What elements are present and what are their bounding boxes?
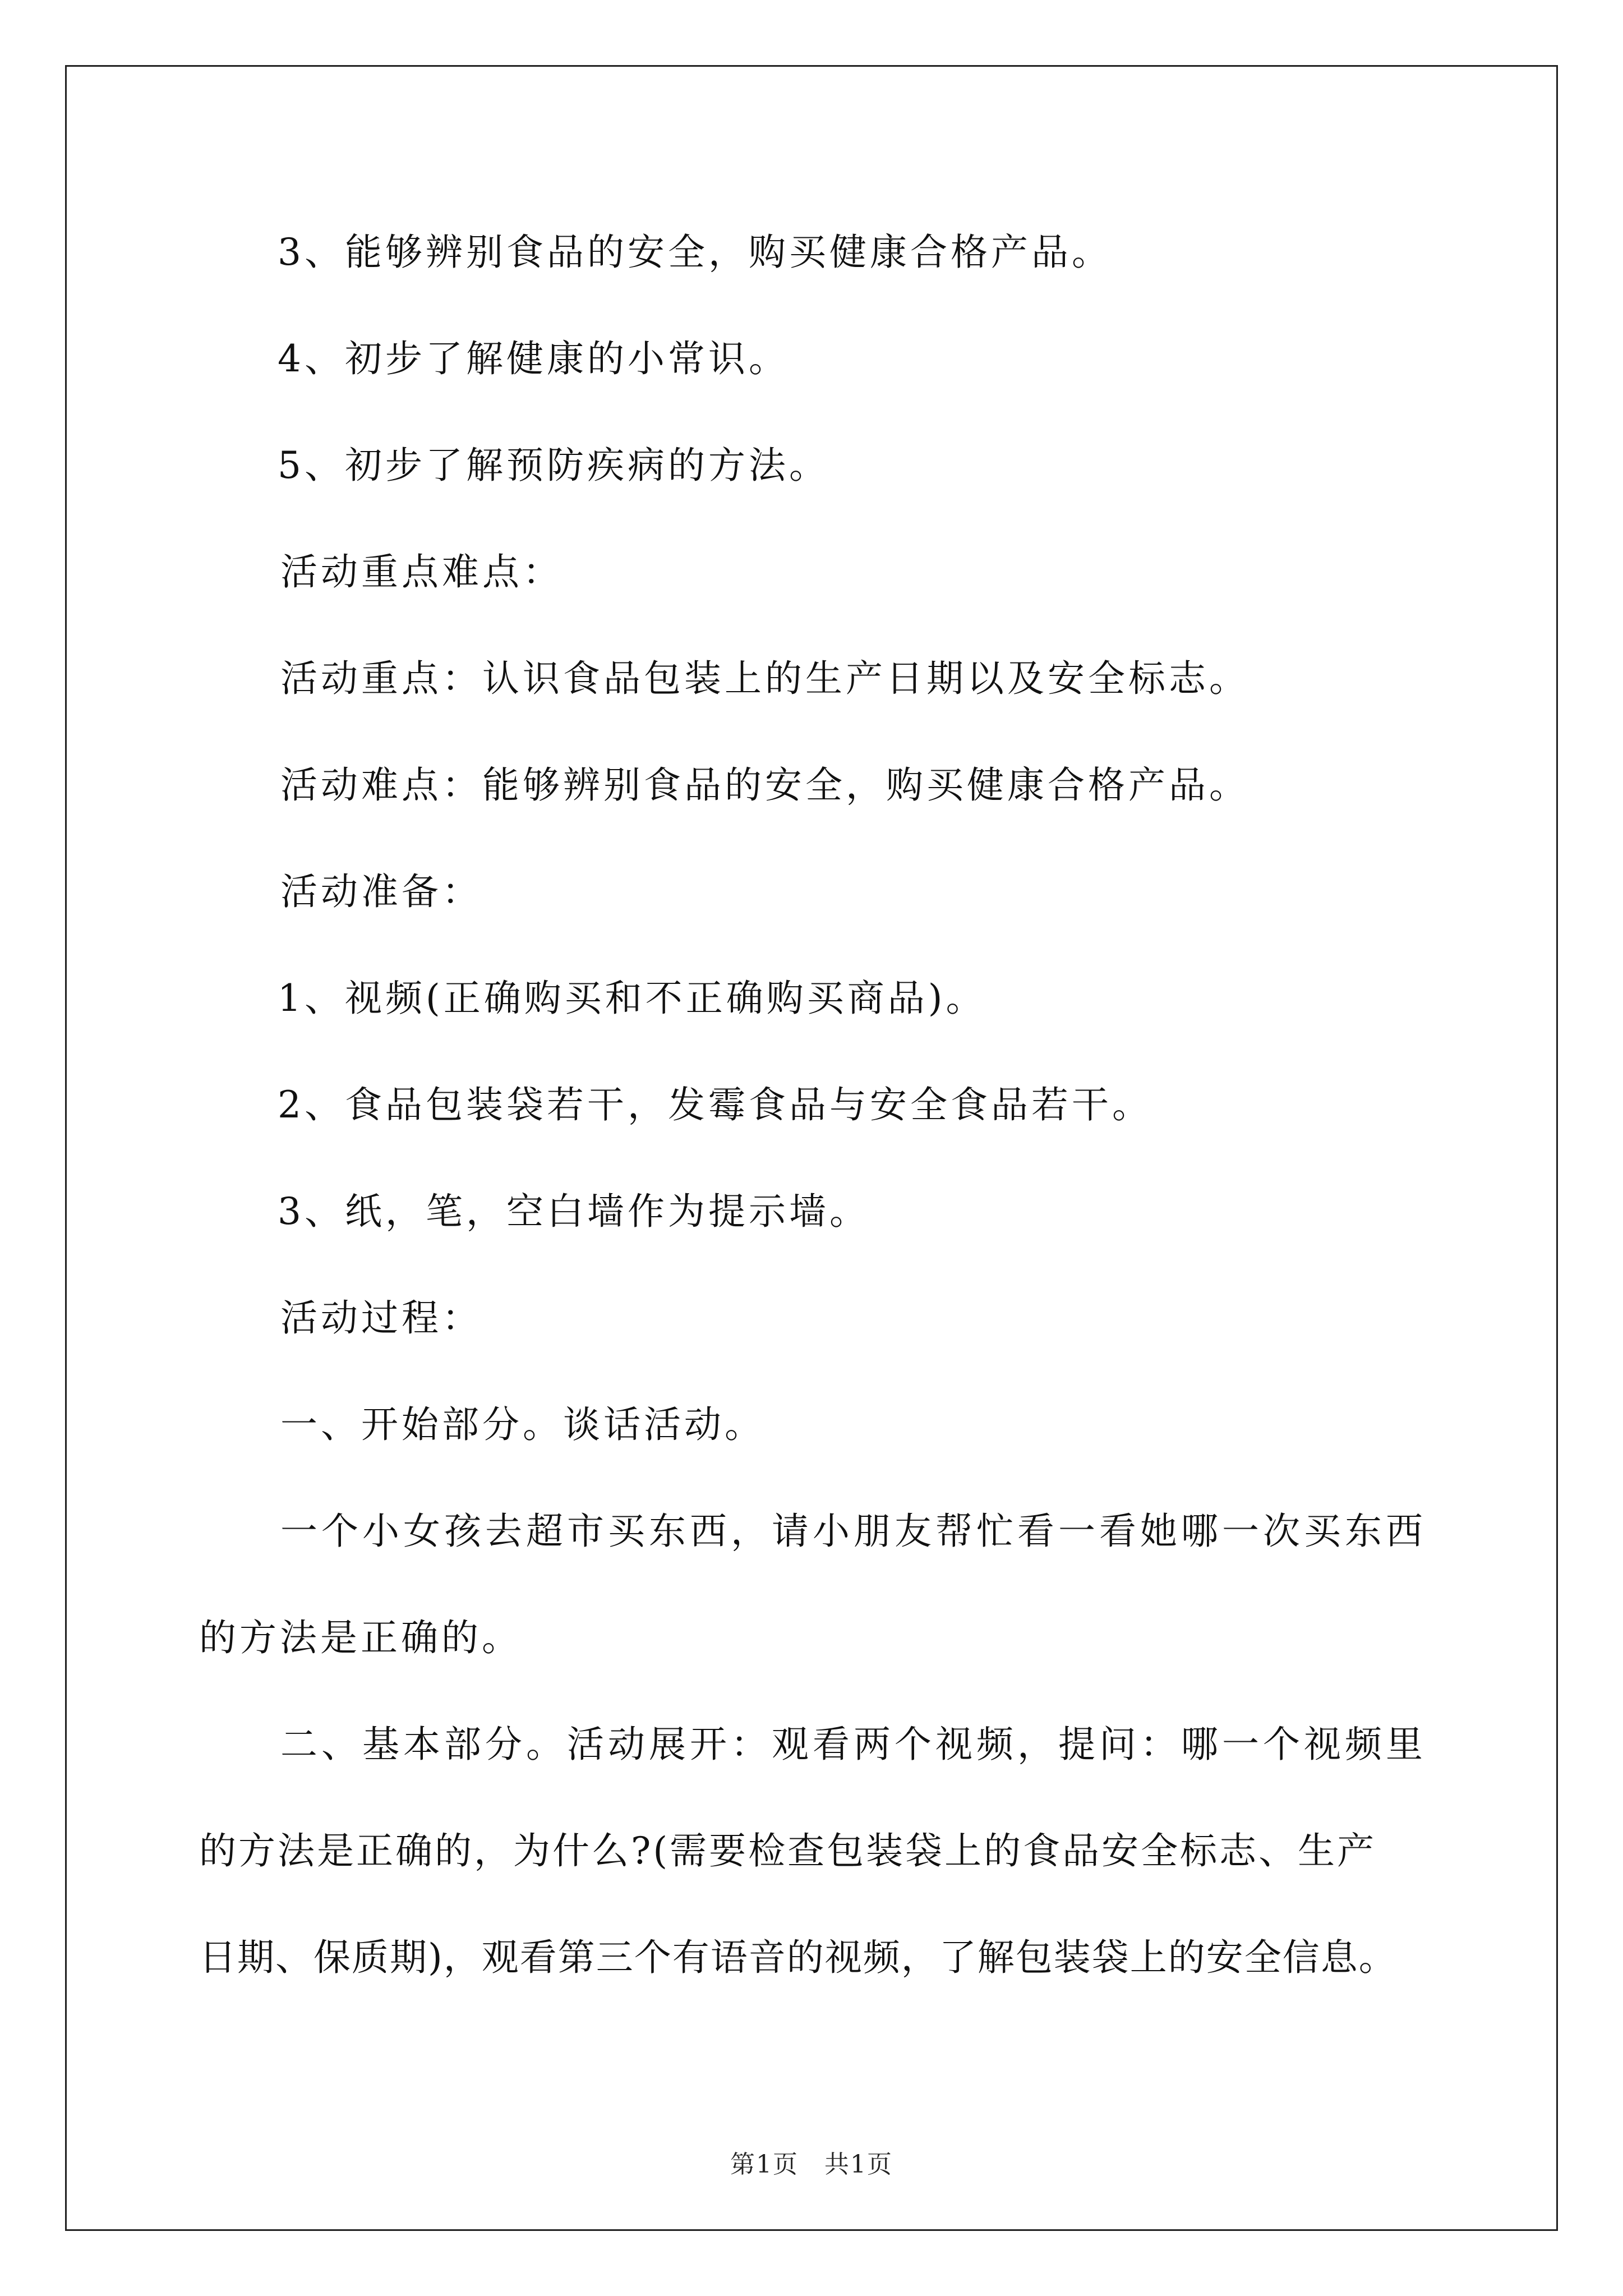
page-footer: 第1页 共1页: [730, 2150, 893, 2179]
text-line: 1、视频(正确购买和不正确购买商品)。: [278, 977, 986, 1020]
text-line: 3、纸，笔，空白墙作为提示墙。: [278, 1190, 870, 1233]
text-line: 3、能够辨别食品的安全，购买健康合格产品。: [278, 231, 1112, 274]
text-line: 2、食品包装袋若干，发霉食品与安全食品若干。: [278, 1083, 1152, 1126]
page-border: [65, 65, 1558, 2231]
text-line: 活动重点：认识食品包装上的生产日期以及安全标志。: [280, 657, 1249, 700]
text-line: 活动难点：能够辨别食品的安全，购买健康合格产品。: [280, 763, 1249, 807]
paragraph-line: 的方法是正确的。: [199, 1616, 522, 1659]
text-line: 4、初步了解健康的小常识。: [278, 337, 789, 380]
section-heading: 活动重点难点：: [280, 550, 563, 593]
section-heading: 活动准备：: [280, 870, 482, 913]
paragraph-line: 的方法是正确的，为什么?(需要检查包装袋上的食品安全标志、生产: [199, 1829, 1377, 1872]
text-line: 5、初步了解预防疾病的方法。: [278, 444, 829, 487]
paragraph-line: 二、基本部分。活动展开：观看两个视频，提问：哪一个视频里: [280, 1723, 1427, 1766]
section-heading: 活动过程：: [280, 1296, 482, 1340]
paragraph-line: 日期、保质期)，观看第三个有语音的视频，了解包装袋上的安全信息。: [199, 1936, 1397, 1979]
text-line: 一、开始部分。谈话活动。: [280, 1403, 765, 1446]
paragraph-line: 一个小女孩去超市买东西，请小朋友帮忙看一看她哪一次买东西: [280, 1510, 1427, 1553]
